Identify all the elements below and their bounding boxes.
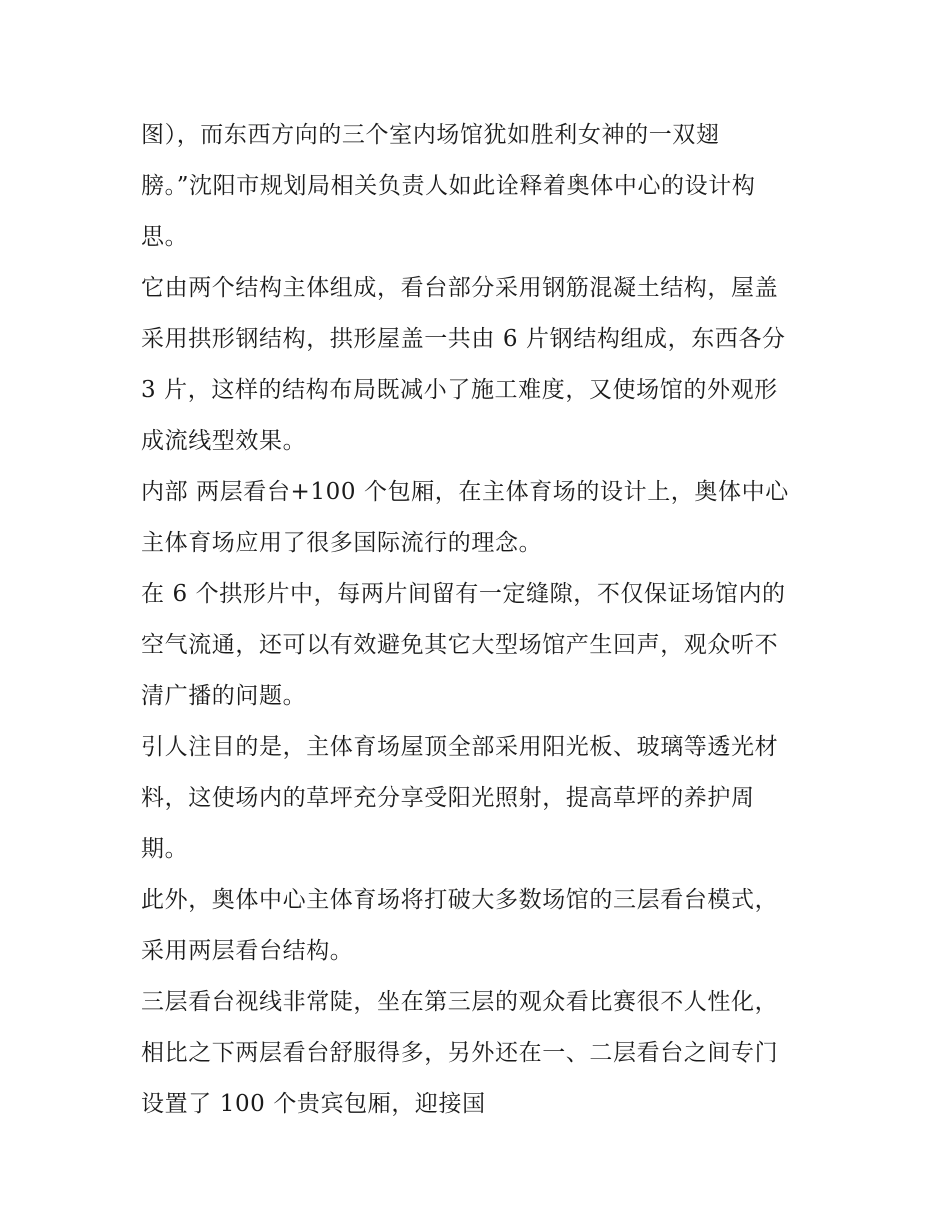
paragraph xyxy=(141,110,821,263)
text-line: 料，这使场内的草坪充分享受阳光照射，提高草坪的养护周 xyxy=(141,785,755,811)
paragraph xyxy=(141,569,821,722)
text-line: 期。 xyxy=(141,836,189,862)
text-line: 成流线型效果。 xyxy=(141,428,307,454)
text-line: 三层看台视线非常陡，坐在第三层的观众看比赛很不人性化， xyxy=(141,989,779,1015)
text-line: 图），而东西方向的三个室内场馆犹如胜利女神的一双翅 xyxy=(141,122,720,148)
text-line: 思。 xyxy=(141,224,189,250)
text-line: 相比之下两层看台舒服得多，另外还在一、二层看台之间专门 xyxy=(141,1040,779,1066)
text-line: 设置了 100 个贵宾包厢，迎接国 xyxy=(141,1091,486,1117)
text-line: 主体育场应用了很多国际流行的理念。 xyxy=(141,530,543,556)
text-line: 采用两层看台结构。 xyxy=(141,938,354,964)
paragraph xyxy=(141,722,821,875)
text-line: 清广播的问题。 xyxy=(141,683,307,709)
document-body xyxy=(141,110,821,1130)
text-line: 引人注目的是，主体育场屋顶全部采用阳光板、玻璃等透光材 xyxy=(141,734,779,760)
text-line: 采用拱形钢结构，拱形屋盖一共由 6 片钢结构组成，东西各分 xyxy=(141,326,786,352)
paragraph xyxy=(141,263,821,467)
paragraph xyxy=(141,875,821,977)
text-line: 3 片，这样的结构布局既减小了施工难度，又使场馆的外观形 xyxy=(141,377,778,403)
text-line: 它由两个结构主体组成，看台部分采用钢筋混凝土结构，屋盖 xyxy=(141,275,779,301)
text-line: 在 6 个拱形片中，每两片间留有一定缝隙，不仅保证场馆内的 xyxy=(141,581,786,607)
text-line: 内部 两层看台+100 个包厢，在主体育场的设计上，奥体中心 xyxy=(141,479,789,505)
text-line: 空气流通，还可以有效避免其它大型场馆产生回声，观众听不 xyxy=(141,632,779,658)
text-line: 此外，奥体中心主体育场将打破大多数场馆的三层看台模式， xyxy=(141,887,779,913)
text-line: 膀。”沈阳市规划局相关负责人如此诠释着奥体中心的设计构 xyxy=(141,173,756,199)
paragraph xyxy=(141,467,821,569)
paragraph xyxy=(141,977,821,1130)
